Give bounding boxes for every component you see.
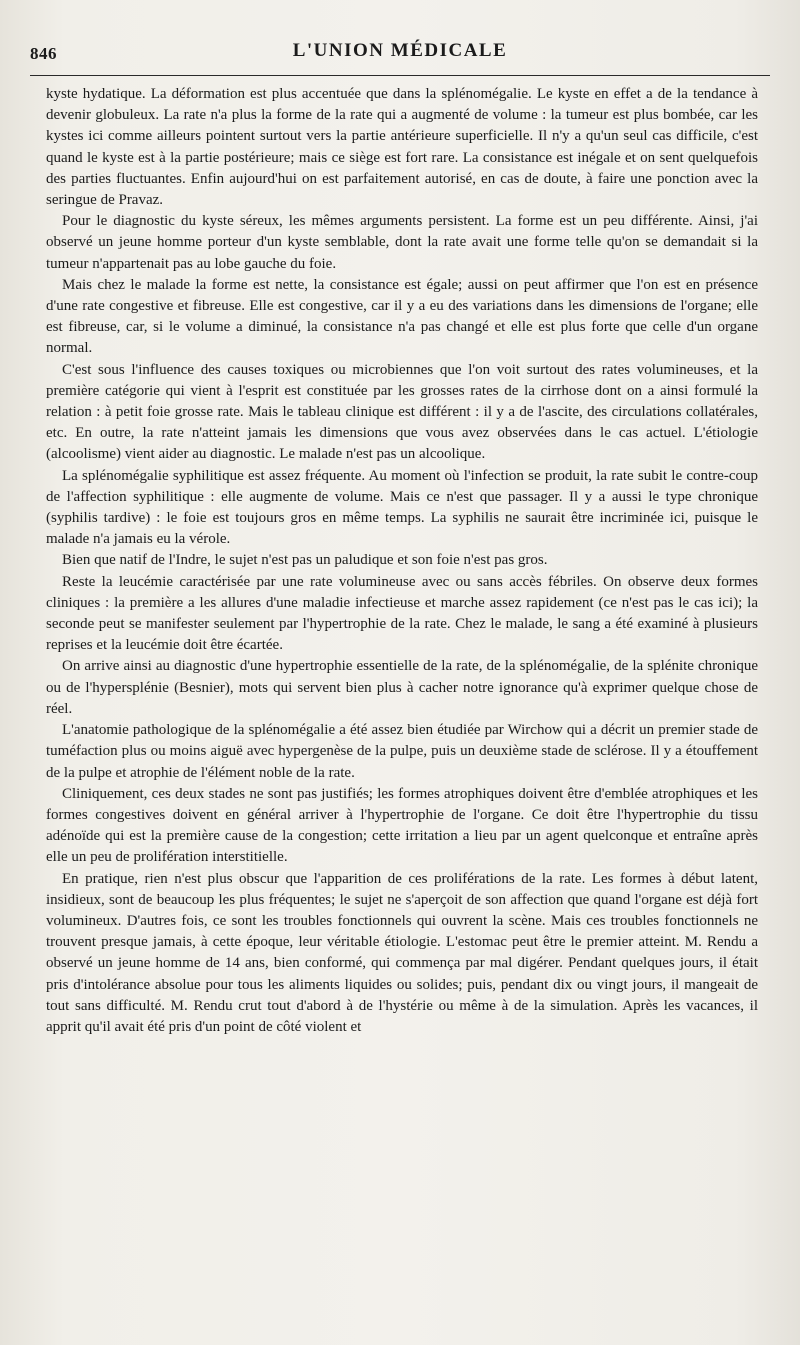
paragraph-causes-toxiques: C'est sous l'influence des causes toxiques ou microbiennes que l'on voit surtout des rates volumineuses, et la première catégorie qui vient à l'esprit est constituée par les grosses rates de la cirrhose dont on a ainsi formulé la relation : à petit foie grosse rate. Mais le tableau clinique est différent : il y a de l'ascite, des circulations collatérales, etc. En outre, la rate n'atteint jamais les dimensions que vous avez observées dans le cas actuel. L'étiologie (alcoolisme) vient aider au diagnostic. Le malade n'est pas un alcoolique.: [46, 361, 758, 463]
paragraph-kyste-hydatique: kyste hydatique. La déformation est plus accentuée que dans la splénomégalie. Le kyste en effet a de la tendance à devenir globuleux. La rate n'a plus la forme de la rate qui a augmenté de volume : la tumeur est plus bombée, car les kystes ici comme ailleurs pointent surtout vers la partie antérieure superficielle. Il n'y a qu'un seul cas difficile, c'est quand le kyste est à la partie postérieure; mais ce siège est fort rare. La consistance est inégale et on sent quelquefois des parties fluctuantes. Enfin aujourd'hui on est parfaitement autorisé, en cas de doute, à faire une ponction avec la seringue de Pravaz.: [46, 86, 758, 209]
header-rule: [30, 75, 770, 76]
article-body: [46, 84, 758, 1038]
paragraph-en-pratique: En pratique, rien n'est plus obscur que l'apparition de ces proliférations de la rate. Les formes à début latent, insidieux, sont de beaucoup les plus fréquentes; le sujet ne s'aperçoit de son affection que quand l'organe est déjà fort volumineux. D'autres fois, ce sont les troubles fonctionnels qui ouvrent la scène. Mais ces troubles fonctionnels ne trouvent presque jamais, à cette époque, leur véritable étiologie. L'estomac peut être le premier atteint. M. Rendu a observé un jeune homme de 14 ans, bien conformé, qui commença par mal digérer. Pendant quelques jours, il était pris d'intolérance absolue pour tous les aliments liquides ou solides; puis, pendant dix ou vingt jours, il mangeait de tout sans difficulté. M. Rendu crut tout d'abord à de l'hystérie ou même à de la simulation. Après les vacances, il apprit qu'il avait été pris d'un point de côté violent et: [46, 870, 758, 1035]
page-number: 846: [30, 44, 57, 63]
paragraph-anatomie-pathologique: L'anatomie pathologique de la splénomégalie a été assez bien étudiée par Wirchow qui a décrit un premier stade de tuméfaction plus ou moins aiguë avec hypergenèse de la pulpe, puis un deuxième stade de sclérose. Il y a étouffement de la pulpe et atrophie de l'élément noble de la rate.: [46, 722, 758, 781]
running-head-title: L'UNION MÉDICALE: [292, 40, 508, 61]
paragraph-splenomegalie-syphilitique: La splénomégalie syphilitique est assez fréquente. Au moment où l'infection se produit, la rate subit le contre-coup de l'affection syphilitique : elle augmente de volume. Mais ce n'est que passager. Il y a aussi le type chronique (syphilis tardive) : le foie est toujours gros en même temps. La syphilis ne saurait être incriminée ici, puisque le malade n'a jamais eu la vérole.: [46, 467, 758, 548]
paragraph-kyste-sereux: Pour le diagnostic du kyste séreux, les mêmes arguments persistent. La forme est un peu différente. Ainsi, j'ai observé un jeune homme porteur d'un kyste semblable, dont la rate avait une forme telle qu'on se demandait si la tumeur n'appartenait pas au lobe gauche du foie.: [46, 213, 758, 272]
paragraph-paludisme: Bien que natif de l'Indre, le sujet n'est pas un paludique et son foie n'est pas gros.: [62, 552, 548, 569]
paragraph-rate-congestive: Mais chez le malade la forme est nette, la consistance est égale; aussi on peut affirmer que l'on est en présence d'une rate congestive et fibreuse. Elle est congestive, car il y a eu des variations dans les dimensions de l'organe; elle est fibreuse, car, si le volume a diminué, la consistance n'a pas changé et elle est plus forte que celle d'un organe normal.: [46, 276, 758, 357]
paragraph-cliniquement: Cliniquement, ces deux stades ne sont pas justifiés; les formes atrophiques doivent être d'emblée atrophiques et les formes congestives doivent en général arriver à l'hypertrophie de l'organe. Ce doit être l'hypertrophie du tissu adénoïde qui est la première cause de la congestion; cette irritation a lieu par un agent quelconque et entraîne après elle un peu de prolifération interstitielle.: [46, 785, 758, 866]
paragraph-leucemie: Reste la leucémie caractérisée par une rate volumineuse avec ou sans accès fébriles. On observe deux formes cliniques : la première a les allures d'une maladie infectieuse et marche assez rapidement (ce n'est pas le cas ici); la seconde peut se manifester seulement par l'hypertrophie de la rate. Chez le malade, le sang a été examiné à plusieurs reprises et la leucémie doit être écartée.: [46, 573, 758, 654]
paragraph-diagnostic-hypertrophie: On arrive ainsi au diagnostic d'une hypertrophie essentielle de la rate, de la splénomégalie, de la splénite chronique ou de l'hypersplénie (Besnier), mots qui servent bien plus à cacher notre ignorance qu'à exprimer quelque chose de réel.: [46, 658, 758, 717]
